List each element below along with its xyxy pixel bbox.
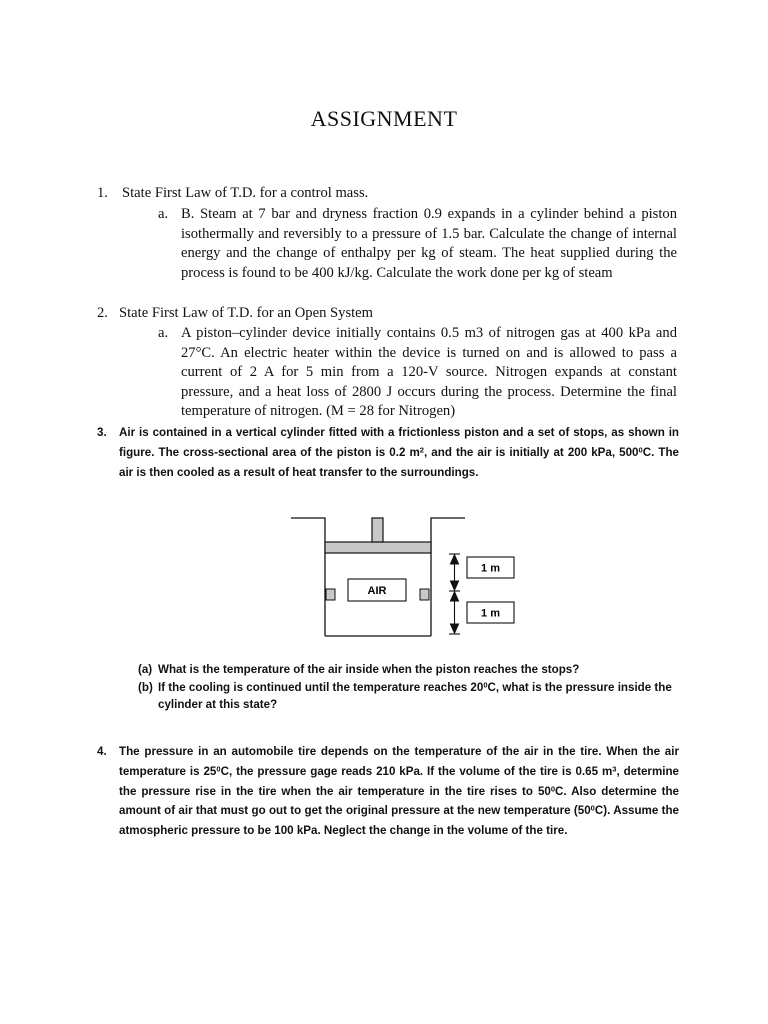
arrow-head bbox=[451, 581, 459, 590]
piston bbox=[325, 542, 431, 553]
question-number: 2. bbox=[97, 305, 108, 321]
question-3-part-b: (b) If the cooling is continued until the temperature reaches $20^0C$, what is the pressure inside the cylinder at this state? bbox=[138, 680, 672, 711]
question-3-part-a: (a) What is the temperature of the air inside when the piston reaches the stops? bbox=[138, 663, 580, 676]
question-text: State First Law of T.D. for an Open System bbox=[119, 305, 374, 321]
sub-text: B. Steam at 7 bar and dryness fraction 0.9 expands in a cylinder behind a piston isothermally and reversibly to a pressure of 1.5 bar. Calculate the change of internal energy and the change of enthalpy per kg of steam. The heat supplied during the process is found to be 400 kJ/kg. Calculate the work done per kg of steam bbox=[181, 206, 677, 281]
stop-right bbox=[420, 589, 429, 600]
arrow-head bbox=[451, 624, 459, 633]
sub-label: a. bbox=[158, 325, 169, 341]
cylinder-right-wall bbox=[431, 518, 465, 636]
question-number: 3. bbox=[97, 426, 107, 439]
question-3-parts bbox=[138, 661, 683, 714]
question-text: Air is contained in a vertical cylinder fitted with a frictionless piston and a set of stops, as shown in figure. The cross-sectional area of the piston is 0.2 $m^2$, and the air is initially at 200 kPa, $500^0C$. The air is then cooled as a result of heat transfer to the surroundings. bbox=[119, 426, 679, 479]
sub-text: A piston–cylinder device initially contains 0.5 m3 of nitrogen gas at 400 kPa and 27°C. An electric heater within the device is turned on and is allowed to pass a current of 2 A for 5 min from a 120-V source. Nitrogen expands at constant pressure, and a heat loss of 2800 J occurs during the process. Determine the final temperature of nitrogen. (M = 28 for Nitrogen) bbox=[181, 325, 677, 420]
dim-bottom-label: 1 m bbox=[481, 607, 500, 620]
question-text: The pressure in an automobile tire depends on the temperature of the air in the tire. When the air temperature is $25^0C$, the pressure gage reads 210 kPa. If the volume of the tire is 0.65 $m^3$, determine the pressure rise in the tire when the air temperature in the tire rises to $50^0C$. Also determine the amount of air that must go out to get the original pressure at the new temperature $(50^0C)$. Assume the atmospheric pressure to be 100 kPa. Neglect the change in the volume of the tire. bbox=[119, 745, 680, 838]
page-title: ASSIGNMENT bbox=[310, 106, 458, 131]
sub-label: a. bbox=[158, 206, 169, 222]
question-1-part-a bbox=[158, 205, 677, 283]
arrow-head bbox=[451, 592, 459, 601]
question-number: 1. bbox=[97, 185, 108, 201]
question-4 bbox=[97, 742, 681, 841]
question-3 bbox=[97, 423, 681, 482]
question-text: State First Law of T.D. for a control mass. bbox=[122, 185, 369, 201]
question-number: 4. bbox=[97, 745, 107, 758]
piston-cylinder-figure bbox=[285, 505, 525, 640]
question-2-part-a bbox=[158, 324, 677, 422]
piston-rod bbox=[372, 518, 383, 542]
arrow-head bbox=[451, 555, 459, 564]
air-label: AIR bbox=[367, 585, 387, 597]
stop-left bbox=[326, 589, 335, 600]
cylinder-left-wall bbox=[291, 518, 325, 636]
dim-top-label: 1 m bbox=[481, 562, 500, 575]
